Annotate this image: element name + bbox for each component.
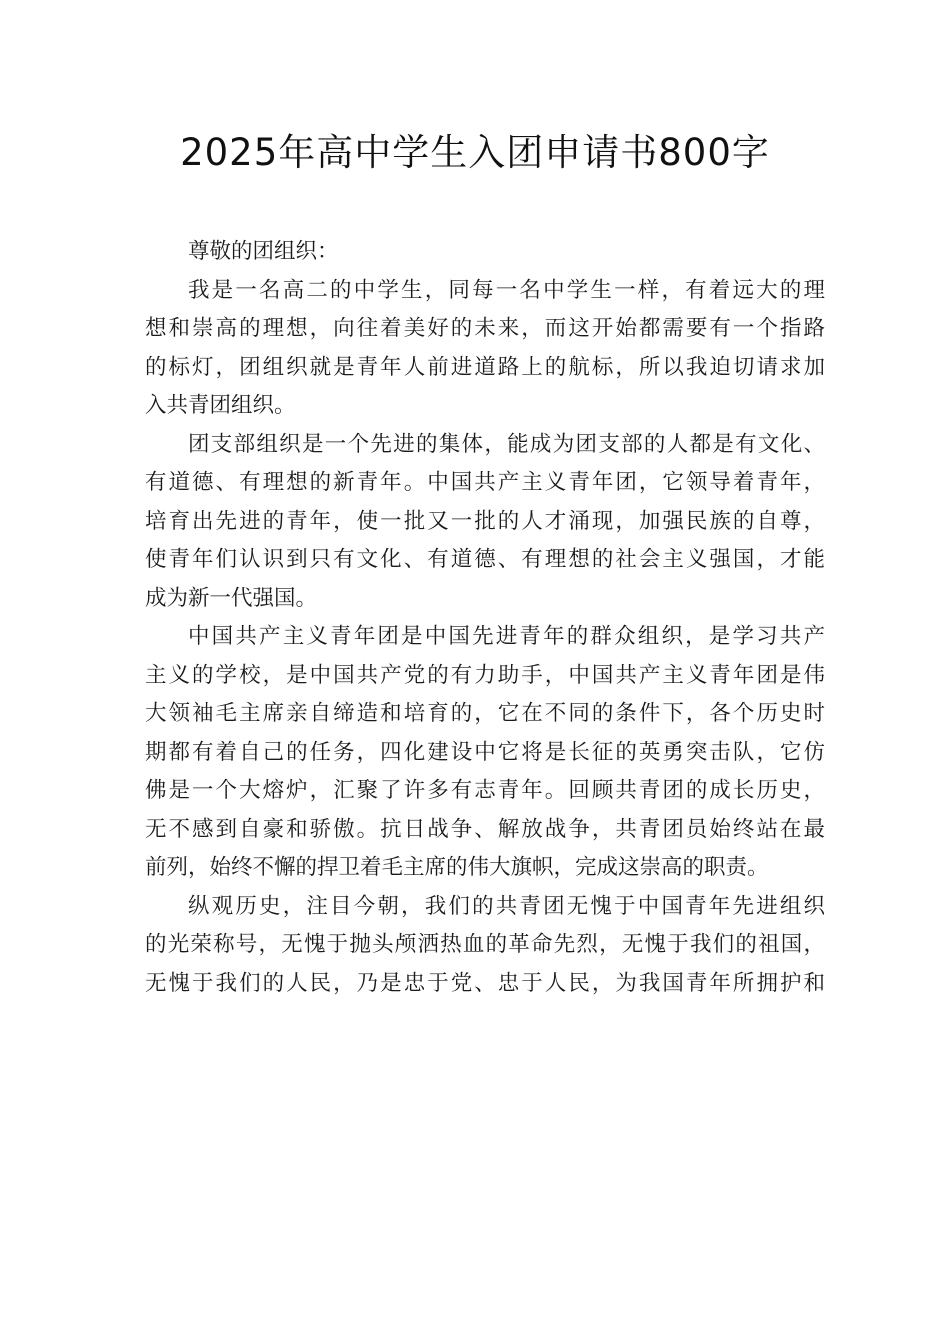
document-body [145, 233, 825, 1003]
text-line: 主义的学校，是中国共产党的有力助手，中国共产主义青年团是伟 [145, 662, 825, 688]
text-line: 我是一名高二的中学生，同每一名中学生一样，有着远大的理 [188, 277, 825, 303]
paragraph [145, 618, 825, 888]
text-line: 中国共产主义青年团是中国先进青年的群众组织，是学习共产 [188, 624, 825, 649]
document-title: 2025年高中学生入团申请书800字 [180, 131, 770, 174]
text-line: 大领袖毛主席亲自缔造和培育的，它在不同的条件下，各个历史时 [145, 701, 825, 726]
paragraph [145, 272, 825, 426]
text-line: 纵观历史，注目今朝，我们的共青团无愧于中国青年先进组织 [188, 893, 825, 919]
text-line: 尊敬的团组织： [188, 239, 339, 264]
text-line: 有道德、有理想的新青年。中国共产主义青年团，它领导着青年， [145, 470, 825, 495]
text-line: 前列，始终不懈的捍卫着毛主席的伟大旗帜，完成这崇高的职责。 [145, 855, 769, 880]
text-line: 培育出先进的青年，使一批又一批的人才涌现，加强民族的自尊， [145, 508, 825, 534]
paragraph [145, 233, 825, 272]
text-line: 入共青团组织。 [145, 393, 296, 418]
text-line: 期都有着自己的任务，四化建设中它将是长征的英勇突击队，它仿 [145, 739, 825, 765]
text-line: 的光荣称号，无愧于抛头颅洒热血的革命先烈，无愧于我们的祖国， [145, 932, 825, 957]
text-line: 的标灯，团组织就是青年人前进道路上的航标，所以我迫切请求加 [145, 354, 825, 380]
text-line: 无愧于我们的人民，乃是忠于党、忠于人民，为我国青年所拥护和 [145, 970, 825, 996]
text-line: 团支部组织是一个先进的集体，能成为团支部的人都是有文化、 [188, 431, 825, 457]
text-line: 使青年们认识到只有文化、有道德、有理想的社会主义强国，才能 [145, 547, 825, 572]
text-line: 成为新一代强国。 [145, 585, 318, 611]
text-line: 想和崇高的理想，向往着美好的未来，而这开始都需要有一个指路 [145, 316, 825, 341]
text-line: 佛是一个大熔炉，汇聚了许多有志青年。回顾共青团的成长历史， [145, 778, 825, 803]
paragraph [145, 426, 825, 619]
text-line: 无不感到自豪和骄傲。抗日战争、解放战争，共青团员始终站在最 [145, 816, 825, 842]
paragraph [145, 888, 825, 1004]
